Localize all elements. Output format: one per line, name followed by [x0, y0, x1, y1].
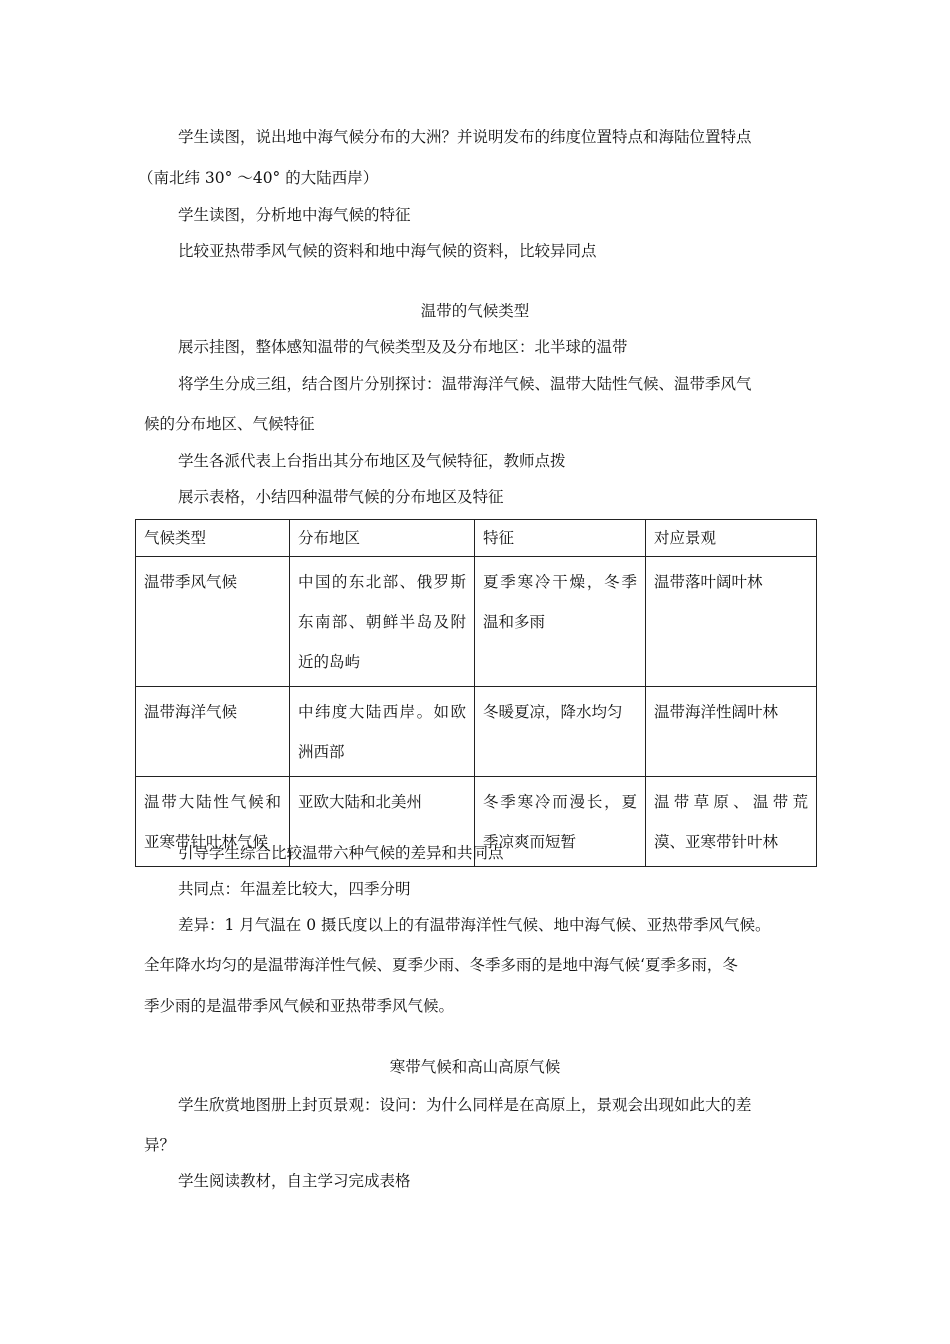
temperate-paragraph-4: 展示表格，小结四种温带气候的分布地区及特征 [178, 488, 504, 506]
table-row [136, 557, 817, 687]
table-cell: 冬暖夏凉，降水均匀 [475, 687, 646, 777]
intro-paragraph-2: 学生读图，分析地中海气候的特征 [178, 206, 411, 224]
table-cell: 中纬度大陆西岸。如欧洲西部 [290, 687, 475, 777]
climate-table [135, 519, 817, 867]
comparison-paragraph-2: 共同点：年温差比较大，四季分明 [178, 880, 411, 898]
table-header-cell: 对应景观 [646, 520, 817, 557]
table-cell: 温带草原、温带荒漠、亚寒带针叶林 [646, 777, 817, 867]
table-header-row [136, 520, 817, 557]
intro-paragraph-1-line-1: 学生读图，说出地中海气候分布的大洲？并说明发布的纬度位置特点和海陆位置特点 [178, 128, 752, 146]
temperate-paragraph-2-line-1: 将学生分成三组，结合图片分别探讨：温带海洋气候、温带大陆性气候、温带季风气 [178, 375, 752, 393]
table-cell: 夏季寒冷干燥，冬季温和多雨 [475, 557, 646, 687]
temperate-paragraph-3: 学生各派代表上台指出其分布地区及气候特征，教师点拨 [178, 452, 566, 470]
section-heading-cold: 寒带气候和高山高原气候 [389, 1058, 561, 1076]
comparison-paragraph-3-line-3: 季少雨的是温带季风气候和亚热带季风气候。 [144, 997, 455, 1015]
cold-paragraph-2: 学生阅读教材，自主学习完成表格 [178, 1172, 411, 1190]
intro-paragraph-3: 比较亚热带季风气候的资料和地中海气候的资料，比较异同点 [178, 242, 597, 260]
table-cell: 中国的东北部、俄罗斯东南部、朝鲜半岛及附近的岛屿 [290, 557, 475, 687]
comparison-paragraph-1: 引导学生综合比较温带六种气候的差异和共同点 [178, 844, 504, 862]
intro-paragraph-1-line-2: （南北纬 30° ～40° 的大陆西岸） [138, 169, 379, 187]
table-header-cell: 气候类型 [136, 520, 290, 557]
table-header-cell: 特征 [475, 520, 646, 557]
table-header-cell: 分布地区 [290, 520, 475, 557]
table-cell: 冬季寒冷而漫长，夏季凉爽而短暂 [475, 777, 646, 867]
comparison-paragraph-3-line-1: 差异：1 月气温在 0 摄氏度以上的有温带海洋性气候、地中海气候、亚热带季风气候。 [178, 916, 771, 934]
table-cell: 温带大陆性气候和亚寒带针叶林气候 [136, 777, 290, 867]
cold-paragraph-1-line-2: 异？ [144, 1136, 176, 1154]
table-cell: 温带海洋性阔叶林 [646, 687, 817, 777]
table-cell: 温带海洋气候 [136, 687, 290, 777]
section-heading-temperate: 温带的气候类型 [420, 302, 530, 320]
comparison-paragraph-3-line-2: 全年降水均匀的是温带海洋性气候、夏季少雨、冬季多雨的是地中海气候‘夏季多雨，冬 [144, 956, 738, 974]
table-cell: 亚欧大陆和北美州 [290, 777, 475, 867]
table-cell: 温带落叶阔叶林 [646, 557, 817, 687]
table-row [136, 687, 817, 777]
table-cell: 温带季风气候 [136, 557, 290, 687]
temperate-paragraph-1: 展示挂图，整体感知温带的气候类型及及分布地区：北半球的温带 [178, 338, 628, 356]
cold-paragraph-1-line-1: 学生欣赏地图册上封页景观：设问：为什么同样是在高原上，景观会出现如此大的差 [178, 1096, 752, 1114]
temperate-paragraph-2-line-2: 候的分布地区、气候特征 [144, 415, 315, 433]
